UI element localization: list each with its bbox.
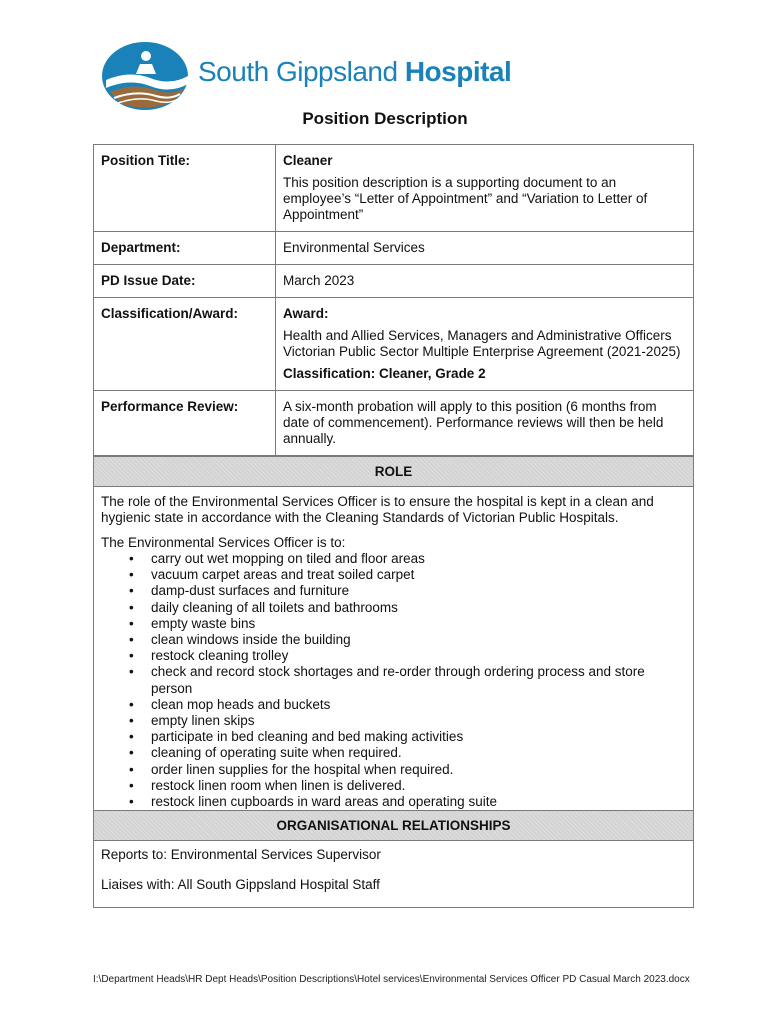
issue-date-label: PD Issue Date:: [94, 265, 276, 297]
award-text: Health and Allied Services, Managers and Administrative Officers Victorian Public Sector Multiple Enterprise Agreement (2021-2025): [283, 328, 681, 359]
issue-date-row: [94, 265, 693, 298]
classification-label: Classification/Award:: [94, 298, 276, 390]
role-intro: The role of the Environmental Services Officer is to ensure the hospital is kept in a clean and hygienic state in accordance with the Cleaning Standards of Victorian Public Hospitals.: [101, 494, 654, 525]
reports-to: Reports to: Environmental Services Supervisor: [101, 847, 381, 863]
duties-list: [101, 551, 686, 810]
list-item: • daily cleaning of all toilets and bathrooms: [151, 600, 686, 616]
classification-row: [94, 298, 693, 391]
role-section: [94, 487, 693, 810]
list-item: • vacuum carpet areas and treat soiled carpet: [151, 567, 686, 583]
list-item: • clean mop heads and buckets: [151, 697, 686, 713]
hospital-logo: [100, 40, 512, 112]
list-item: • damp-dust surfaces and furniture: [151, 583, 686, 599]
file-path-footer: I:\Department Heads\HR Dept Heads\Position Descriptions\Hotel services\Environmental Services Officer PD Casual March 2023.docx: [93, 974, 690, 985]
role-lead: The Environmental Services Officer is to:: [101, 535, 346, 550]
position-title-label: Position Title:: [94, 145, 276, 231]
list-item: • clean windows inside the building: [151, 632, 686, 648]
review-row: [94, 391, 693, 456]
review-label: Performance Review:: [94, 391, 276, 455]
department-label: Department:: [94, 232, 276, 264]
position-title-row: [94, 145, 693, 232]
position-title-value-cell: [276, 145, 693, 231]
department-row: [94, 232, 693, 265]
list-item: • restock cleaning trolley: [151, 648, 686, 664]
list-item: • cleaning of operating suite when required.: [151, 745, 686, 761]
list-item: • carry out wet mopping on tiled and floor areas: [151, 551, 686, 567]
list-item: • restock linen cupboards in ward areas and operating suite: [151, 794, 686, 810]
list-item: • restock linen room when linen is delivered.: [151, 778, 686, 794]
position-details-table: [93, 144, 694, 908]
position-title-value: Cleaner: [283, 153, 333, 168]
issue-date-value: March 2023: [283, 273, 355, 288]
position-title-note: This position description is a supporting document to an employee’s “Letter of Appointment” and “Variation to Letter of Appointment”: [283, 175, 648, 222]
list-item: • order linen supplies for the hospital when required.: [151, 762, 686, 778]
role-heading: ROLE: [94, 456, 693, 487]
page-title: Position Description: [302, 109, 468, 128]
classification-text: Classification: Cleaner, Grade 2: [283, 366, 486, 381]
relationships-heading: ORGANISATIONAL RELATIONSHIPS: [94, 810, 693, 841]
department-value: Environmental Services: [283, 240, 425, 255]
hospital-name: South Gippsland Hospital: [198, 56, 512, 87]
liaises-with: Liaises with: All South Gippsland Hospital Staff: [101, 877, 380, 893]
list-item: • empty waste bins: [151, 616, 686, 632]
relationships-section: [94, 841, 693, 907]
list-item: • empty linen skips: [151, 713, 686, 729]
award-heading: Award:: [283, 306, 329, 321]
review-value: A six-month probation will apply to this position (6 months from date of commencement). Performance reviews will then be held annually.: [283, 399, 664, 446]
classification-value-cell: [276, 298, 693, 390]
list-item: • check and record stock shortages and re-order through ordering process and store person: [151, 664, 686, 696]
list-item: • participate in bed cleaning and bed making activities: [151, 729, 686, 745]
hospital-emblem-icon: [100, 40, 190, 112]
